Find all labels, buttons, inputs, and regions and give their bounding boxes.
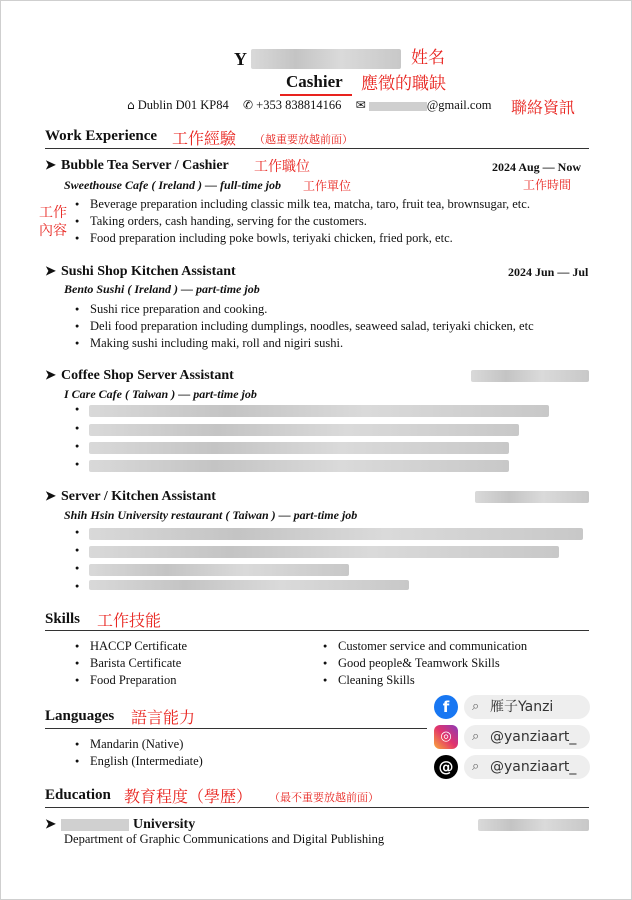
name-redacted [251,49,401,69]
email-redacted [369,102,427,111]
skills-note: 工作技能 [97,611,162,630]
list-item: ● Good people& Teamwork Skills [323,655,527,672]
languages-note: 語言能力 [131,708,196,727]
threads-handle: ⌕ @yanziaart_ [464,755,590,779]
threads-icon: @ [434,755,458,779]
education-heading: Education [45,787,111,803]
phone: +353 838814166 [256,98,342,112]
job-1-date: 2024 Aug — Now [492,160,582,174]
search-icon: ⌕ [472,699,480,714]
skills-rule [45,630,589,631]
school-suffix: University [133,817,196,832]
education-note: 教育程度（學歷） [124,787,253,806]
list-item: ● Beverage preparation including classic milk tea, matcha, taro, fruit tea, brownsugar, etc. [75,196,530,213]
work-note: 工作經驗 [172,129,237,148]
job-2-org: Bento Sushi ( Ireland ) — part-time job [64,282,260,296]
list-item: ● English (Intermediate) [75,753,203,770]
job-4-date-redacted [475,491,589,503]
name-initial: Y [234,49,247,69]
skills-left [75,638,187,689]
search-icon: ⌕ [472,759,480,774]
skills-heading: Skills [45,611,81,627]
list-item: ● Customer service and communication [323,638,527,655]
arrow-icon: ➤ [45,263,56,278]
arrow-icon: ➤ [45,816,56,831]
job-2-title: ➤ Sushi Shop Kitchen Assistant [45,263,236,279]
work-heading: Work Experience [45,128,158,144]
address: Dublin D01 KP84 [137,98,229,112]
job-2-bullets [75,301,534,352]
job-title-underline [280,94,352,96]
list-item: ● Food preparation including poke bowls, teriyaki chicken, fried pork, etc. [75,230,530,247]
languages-rule [45,728,427,729]
list-item: ● HACCP Certificate [75,638,187,655]
job-1-bullets [75,196,530,247]
list-item: ● Deli food preparation including dumplings, noodles, seaweed salad, teriyaki chicken, etc [75,318,534,335]
contact-note: 聯絡資訊 [511,98,576,117]
job-2-date: 2024 Jun — Jul [508,265,589,279]
list-item: ● Making sushi including maki, roll and nigiri sushi. [75,335,534,352]
job-3-title: ➤ Coffee Shop Server Assistant [45,367,234,383]
resume-page: Y 姓名 Cashier 應徵的職缺 ⌂ Dublin D01 KP84 ✆ +353 838814166 ✉ @gmail.com 聯絡資訊 Work Experience 工作經驗 （越重要放越前面） ➤ Bubble Tea Server / Cashier 工作職位 2024 Aug — Now 工作時間 Sweethouse Cafe ( Ireland ) — full-time job 工作單位 工作內容 ● Beverage preparation including classic milk tea, matcha, taro, fruit tea, brownsugar, etc. ● Taking orders, cash handing, serving for the customers. ● Food preparation including poke bowls, teriyaki chicken, fried pork, etc. ➤ Sushi Shop Kitchen Assistant 2024 Jun — Jul Bento Sushi ( Ireland ) — part-time job ● Sushi rice preparation and cooking. ● Deli food preparation including dumplings, noodles, seaweed salad, teriyaki chicken, etc ● Making sushi including maki, roll and nigiri sushi. ➤ Coffee Shop Server Assistant I Care Cafe ( Taiwan ) — part-time job ● ● ● ● ➤ Server / Kitchen Assistant Shih Hsin University restaurant ( Taiwan ) — part-time job ● ● ● ● Skills 工作技能 ● HACCP Certificate ● Barista Certificate ● Food Preparation ● Customer service and communication ● Good people& Teamwork Skills ● Cleaning Skills Languages 語言能力 ● Mandarin (Native) ● English (Intermediate) f ⌕ 雁子Yanzi ◎ ⌕ @yanziaart_ @ ⌕ @yanziaart_ Education 教育程度（學歷） （最不重要放越前面） ➤ University Department of Graphic Communications and Digital Publishing [0,0,632,900]
instagram-handle: ⌕ @yanziaart_ [464,725,590,749]
education-date-redacted [478,819,589,831]
home-icon: ⌂ [127,98,135,112]
phone-icon: ✆ [242,98,254,112]
list-item: ● Mandarin (Native) [75,736,203,753]
arrow-icon: ➤ [45,157,56,172]
arrow-icon: ➤ [45,367,56,382]
instagram-icon: ◎ [434,725,458,749]
list-item: ● Sushi rice preparation and cooking. [75,301,534,318]
languages-list [75,736,203,770]
job-1-title-note: 工作職位 [254,159,310,175]
education-note-small: （最不重要放越前面） [269,791,379,804]
search-icon: ⌕ [472,729,480,744]
job-1-content-note: 工作內容 [39,205,67,239]
skills-right [323,638,527,689]
email-suffix: @gmail.com [426,98,492,112]
job-title-note: 應徵的職缺 [361,74,446,94]
education-rule [45,807,589,808]
school-redacted [61,819,129,831]
job-3-date-redacted [471,370,589,382]
arrow-icon: ➤ [45,488,56,503]
job-4-title: ➤ Server / Kitchen Assistant [45,488,216,504]
department: Department of Graphic Communications and Digital Publishing [64,832,385,846]
name-note: 姓名 [411,48,445,68]
list-item: ● Taking orders, cash handing, serving for the customers. [75,213,530,230]
contact-line [127,98,491,113]
list-item: ● Food Preparation [75,672,187,689]
languages-heading: Languages [45,708,115,724]
work-rule [45,148,589,149]
job-3-org: I Care Cafe ( Taiwan ) — part-time job [64,387,257,401]
job-1-org: Sweethouse Cafe ( Ireland ) — full-time job [64,178,281,192]
facebook-icon: f [434,695,458,719]
job-1-title: ➤ Bubble Tea Server / Cashier [45,157,229,173]
facebook-handle: ⌕ 雁子Yanzi [464,695,590,719]
list-item: ● Barista Certificate [75,655,187,672]
mail-icon: ✉ [355,98,366,112]
job-1-org-note: 工作單位 [303,179,352,193]
job-title: Cashier [286,72,343,91]
job-1-date-note: 工作時間 [523,178,572,192]
school [45,816,195,833]
job-4-org: Shih Hsin University restaurant ( Taiwan ) — part-time job [64,508,358,522]
work-note-small: （越重要放越前面） [254,133,353,146]
list-item: ● Cleaning Skills [323,672,527,689]
